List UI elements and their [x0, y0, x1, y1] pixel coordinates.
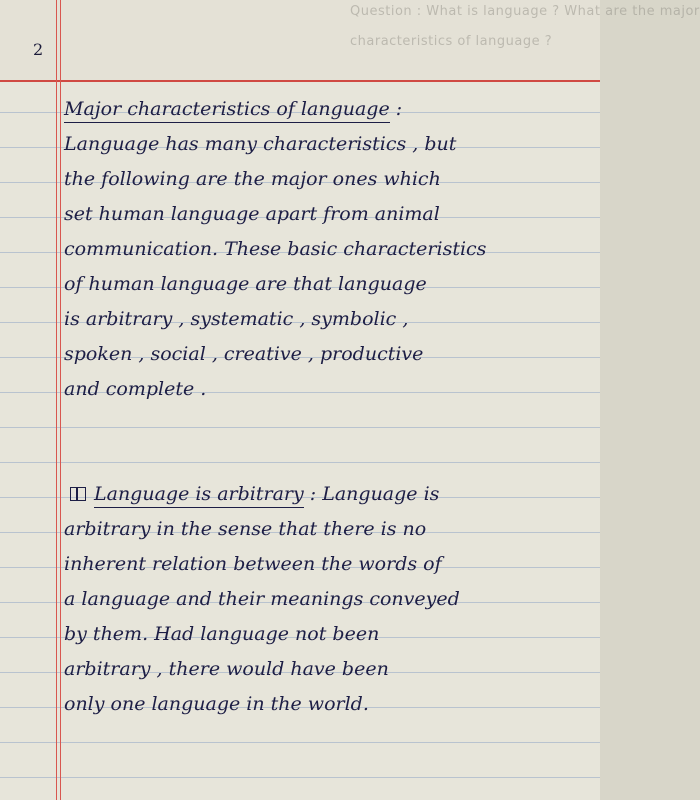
section-heading: Major characteristics of language — [64, 96, 390, 123]
text-line: is arbitrary , systematic , symbolic , — [64, 308, 409, 330]
text-line: Language has many characteristics , but — [64, 133, 457, 155]
section-heading-line — [64, 92, 594, 127]
text-line: communication. These basic characteristics — [64, 238, 487, 260]
blank-line — [64, 407, 594, 442]
text-line: by them. Had language not been — [64, 623, 380, 645]
text-line: inherent relation between the words of — [64, 553, 442, 575]
heading-colon: : — [395, 98, 403, 120]
page-number: 2 — [33, 40, 44, 59]
blank-line — [64, 442, 594, 477]
text-line: arbitrary in the sense that there is no — [64, 518, 427, 540]
handwritten-notes — [64, 92, 594, 722]
text-line: arbitrary , there would have been — [64, 658, 389, 680]
bleed-through-text: characteristics of language ? — [350, 34, 553, 49]
margin-line — [60, 0, 61, 800]
subsection-lead-text: : Language is — [309, 483, 440, 505]
text-line: spoken , social , creative , productive — [64, 343, 424, 365]
box-bullet-icon — [70, 487, 86, 501]
text-line: set human language apart from animal — [64, 203, 440, 225]
text-line: the following are the major ones which — [64, 168, 441, 190]
text-line: only one language in the world. — [64, 693, 369, 715]
text-line: a language and their meanings conveyed — [64, 588, 460, 610]
subsection-heading: Language is arbitrary — [94, 481, 304, 508]
margin-line — [56, 0, 57, 800]
subsection-heading-line — [64, 477, 594, 512]
text-line: and complete . — [64, 378, 207, 400]
bleed-through-text: Question : What is language ? What are the major — [350, 4, 700, 19]
text-line: of human language are that language — [64, 273, 427, 295]
